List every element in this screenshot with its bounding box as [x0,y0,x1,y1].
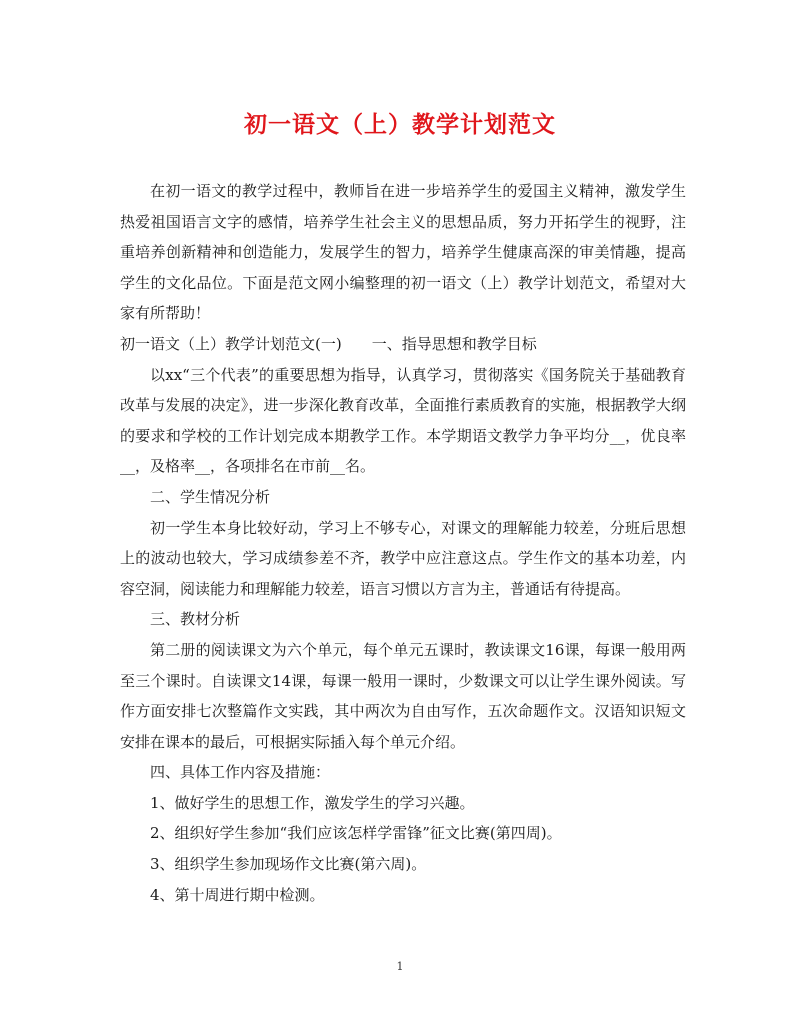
page-number: 1 [396,960,404,973]
measure-item: 1、做好学生的思想工作，激发学生的学习兴趣。 [150,793,475,812]
intro-paragraph: 在初一语文的教学过程中，教师旨在进一步培养学生的爱国主义精神，激发学生热爱祖国语言文字的感情，培养学生社会主义的思想品质，努力开拓学生的视野，注重培养创新精神和创造能力，发展学生的智力，培养学生健康高深的审美情趣，提高学生的文化品位。下面是范文网小编整理的初一语文（上）教学计划范文，希望对大家有所帮助！ [120,182,686,323]
measures-heading: 四、具体工作内容及措施： [150,763,331,782]
document-body [120,176,686,910]
materials-heading: 三、教材分析 [150,610,241,629]
measure-item: 2、组织好学生参加“我们应该怎样学雷锋”征文比赛(第四周)。 [150,824,562,843]
students-paragraph: 初一学生本身比较好动，学习上不够专心，对课文的理解能力较差，分班后思想上的波动也较大，学习成绩参差不齐，教学中应注意这点。学生作文的基本功差，内容空洞，阅读能力和理解能力较差，语言习惯以方言为主，普通话有待提高。 [120,518,686,598]
guiding-paragraph: 以xx“三个代表”的重要思想为指导，认真学习，贯彻落实《国务院关于基础教育改革与发展的决定》，进一步深化教育改革，全面推行素质教育的实施，根据教学大纲的要求和学校的工作计划完成本期教学工作。本学期语文教学力争平均分__，优良率__，及格率__，各项排名在市前__名。 [120,365,686,476]
materials-paragraph: 第二册的阅读课文为六个单元，每个单元五课时，教读课文16课，每课一般用两至三个课时。自读课文14课，每课一般用一课时，少数课文可以让学生课外阅读。写作方面安排七次整篇作文实践，其中两次为自由写作，五次命题作文。汉语知识短文安排在课本的最后，可根据实际插入每个单元介绍。 [120,640,686,751]
document-title: 初一语文（上）教学计划范文 [244,111,556,138]
measure-item: 4、第十周进行期中检测。 [150,885,325,904]
section-heading-line: 初一语文（上）教学计划范文(一) 一、指导思想和教学目标 [120,334,537,353]
measure-item: 3、组织学生参加现场作文比赛(第六周)。 [150,855,427,874]
students-heading: 二、学生情况分析 [150,487,271,506]
